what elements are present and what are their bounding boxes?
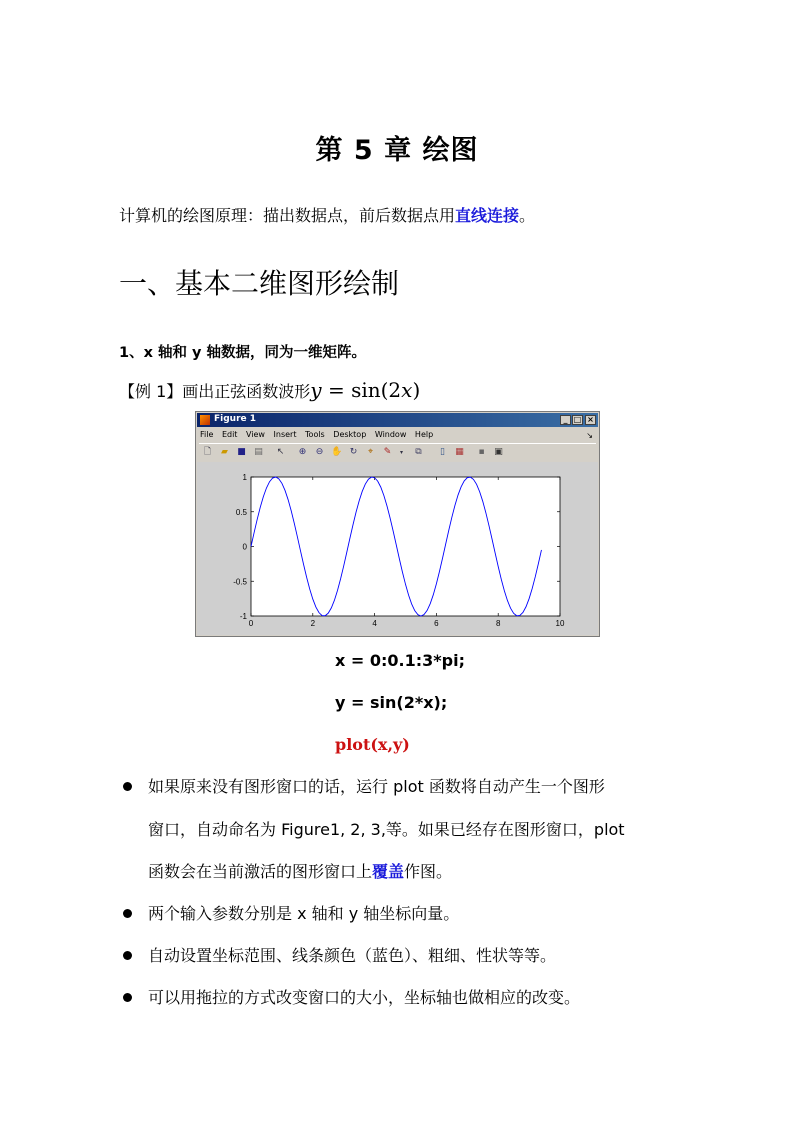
bullet-1-line-2: 窗口，自动命名为 Figure1, 2, 3,等。如果已经存在图形窗口，plot xyxy=(148,820,625,839)
example-label: 【例 1】画出正弦函数波形 xyxy=(119,382,311,401)
pointer-icon[interactable]: ↖ xyxy=(276,447,285,457)
menu-window[interactable]: Window xyxy=(374,430,407,439)
figure-toolbar xyxy=(199,443,596,463)
figure-menubar xyxy=(200,430,439,439)
y-tick-label: -0.5 xyxy=(233,577,247,587)
y-tick-label: -1 xyxy=(239,612,247,621)
x-tick-label: 6 xyxy=(434,619,439,628)
zoom-in-icon[interactable]: ⊕ xyxy=(298,447,307,457)
matlab-logo-icon xyxy=(200,415,210,425)
rotate-icon[interactable]: ↻ xyxy=(349,447,358,457)
maximize-icon[interactable]: □ xyxy=(573,415,582,424)
bullet-1-text: 函数会在当前激活的图形窗口上 xyxy=(148,862,373,881)
menu-insert[interactable]: Insert xyxy=(273,430,297,439)
x-tick-label: 8 xyxy=(495,619,501,628)
chapter-title: 第 5 章 绘图 xyxy=(315,135,479,166)
axes-box xyxy=(251,477,560,616)
menu-view[interactable]: View xyxy=(245,430,265,439)
eq-arg: (2x) xyxy=(380,378,421,402)
intro-paragraph xyxy=(119,203,535,226)
colorbar-icon[interactable]: ▯ xyxy=(440,447,445,457)
y-tick-label: 0.5 xyxy=(235,507,247,517)
legend-icon[interactable]: ▦ xyxy=(455,447,464,457)
bullet-2: 两个输入参数分别是 x 轴和 y 轴坐标向量。 xyxy=(148,904,460,923)
pan-hand-icon[interactable]: ✋ xyxy=(331,447,343,457)
x-tick-label: 10 xyxy=(555,619,565,628)
menu-tools[interactable]: Tools xyxy=(305,430,325,439)
subsection-title: 1、x 轴和 y 轴数据，同为一维矩阵。 xyxy=(119,345,367,361)
figure-title: Figure 1 xyxy=(214,414,257,424)
example-equation xyxy=(310,378,420,402)
minimize-icon[interactable]: _ xyxy=(560,415,571,425)
close-icon[interactable]: × xyxy=(585,415,596,425)
bullet-1-line-1: 如果原来没有图形窗口的话，运行 plot 函数将自动产生一个图形 xyxy=(148,777,605,796)
example-heading xyxy=(119,378,420,402)
bullet-dot xyxy=(123,909,132,918)
sine-chart xyxy=(197,462,598,636)
zoom-out-icon[interactable]: ⊖ xyxy=(315,447,324,457)
plot-area xyxy=(197,462,598,635)
intro-end: 。 xyxy=(519,206,536,225)
bullet-1-line-3 xyxy=(148,859,452,882)
code-line-2: y = sin(2*x); xyxy=(335,693,448,712)
menu-desktop[interactable]: Desktop xyxy=(333,430,367,439)
open-folder-icon[interactable]: ▰ xyxy=(221,447,228,457)
bullet-dot xyxy=(123,993,132,1002)
dock-arrow-icon[interactable]: ↘ xyxy=(586,431,593,440)
y-tick-label: 1 xyxy=(242,473,247,482)
x-tick-label: 0 xyxy=(248,619,254,628)
bullet-4: 可以用拖拉的方式改变窗口的大小，坐标轴也做相应的改变。 xyxy=(148,988,581,1007)
menu-file[interactable]: File xyxy=(200,430,214,439)
link-plot-icon[interactable]: ⧉ xyxy=(415,447,422,457)
figure-window xyxy=(195,411,600,637)
menu-help[interactable]: Help xyxy=(414,430,434,439)
eq-sin: sin xyxy=(351,378,381,402)
x-tick-label: 4 xyxy=(372,619,377,628)
eq-y: y xyxy=(310,378,322,402)
bullet-dot xyxy=(123,951,132,960)
x-tick-label: 2 xyxy=(310,619,316,628)
bullet-1-highlight: 覆盖 xyxy=(372,862,405,881)
code-line-3: plot(x,y) xyxy=(335,735,410,754)
intro-highlight: 直线连接 xyxy=(455,206,520,225)
y-tick-label: 0 xyxy=(242,542,247,552)
data-cursor-icon[interactable]: ⌖ xyxy=(367,447,374,457)
intro-text: 计算机的绘图原理：描出数据点，前后数据点用 xyxy=(119,206,456,225)
section-title: 一、基本二维图形绘制 xyxy=(119,267,400,300)
bullet-dot xyxy=(123,782,132,791)
code-line-1: x = 0:0.1:3*pi; xyxy=(335,651,465,670)
figure-titlebar xyxy=(197,413,598,427)
eq-equals: = xyxy=(321,378,352,402)
menu-edit[interactable]: Edit xyxy=(221,430,238,439)
print-icon[interactable]: ▤ xyxy=(254,447,263,457)
bullet-1-text-end: 作图。 xyxy=(404,862,453,881)
show-plot-tools-icon[interactable]: ▣ xyxy=(494,447,503,457)
hide-plot-tools-icon[interactable]: ▪ xyxy=(478,447,485,457)
save-icon[interactable]: ■ xyxy=(237,447,246,457)
new-file-icon[interactable]: 🗋 xyxy=(203,447,212,457)
brush-icon[interactable]: ✎ xyxy=(383,447,392,457)
bullet-3: 自动设置坐标范围、线条颜色（蓝色）、粗细、性状等等。 xyxy=(148,946,557,965)
brush-dropdown-icon[interactable]: ▾ xyxy=(399,449,403,456)
